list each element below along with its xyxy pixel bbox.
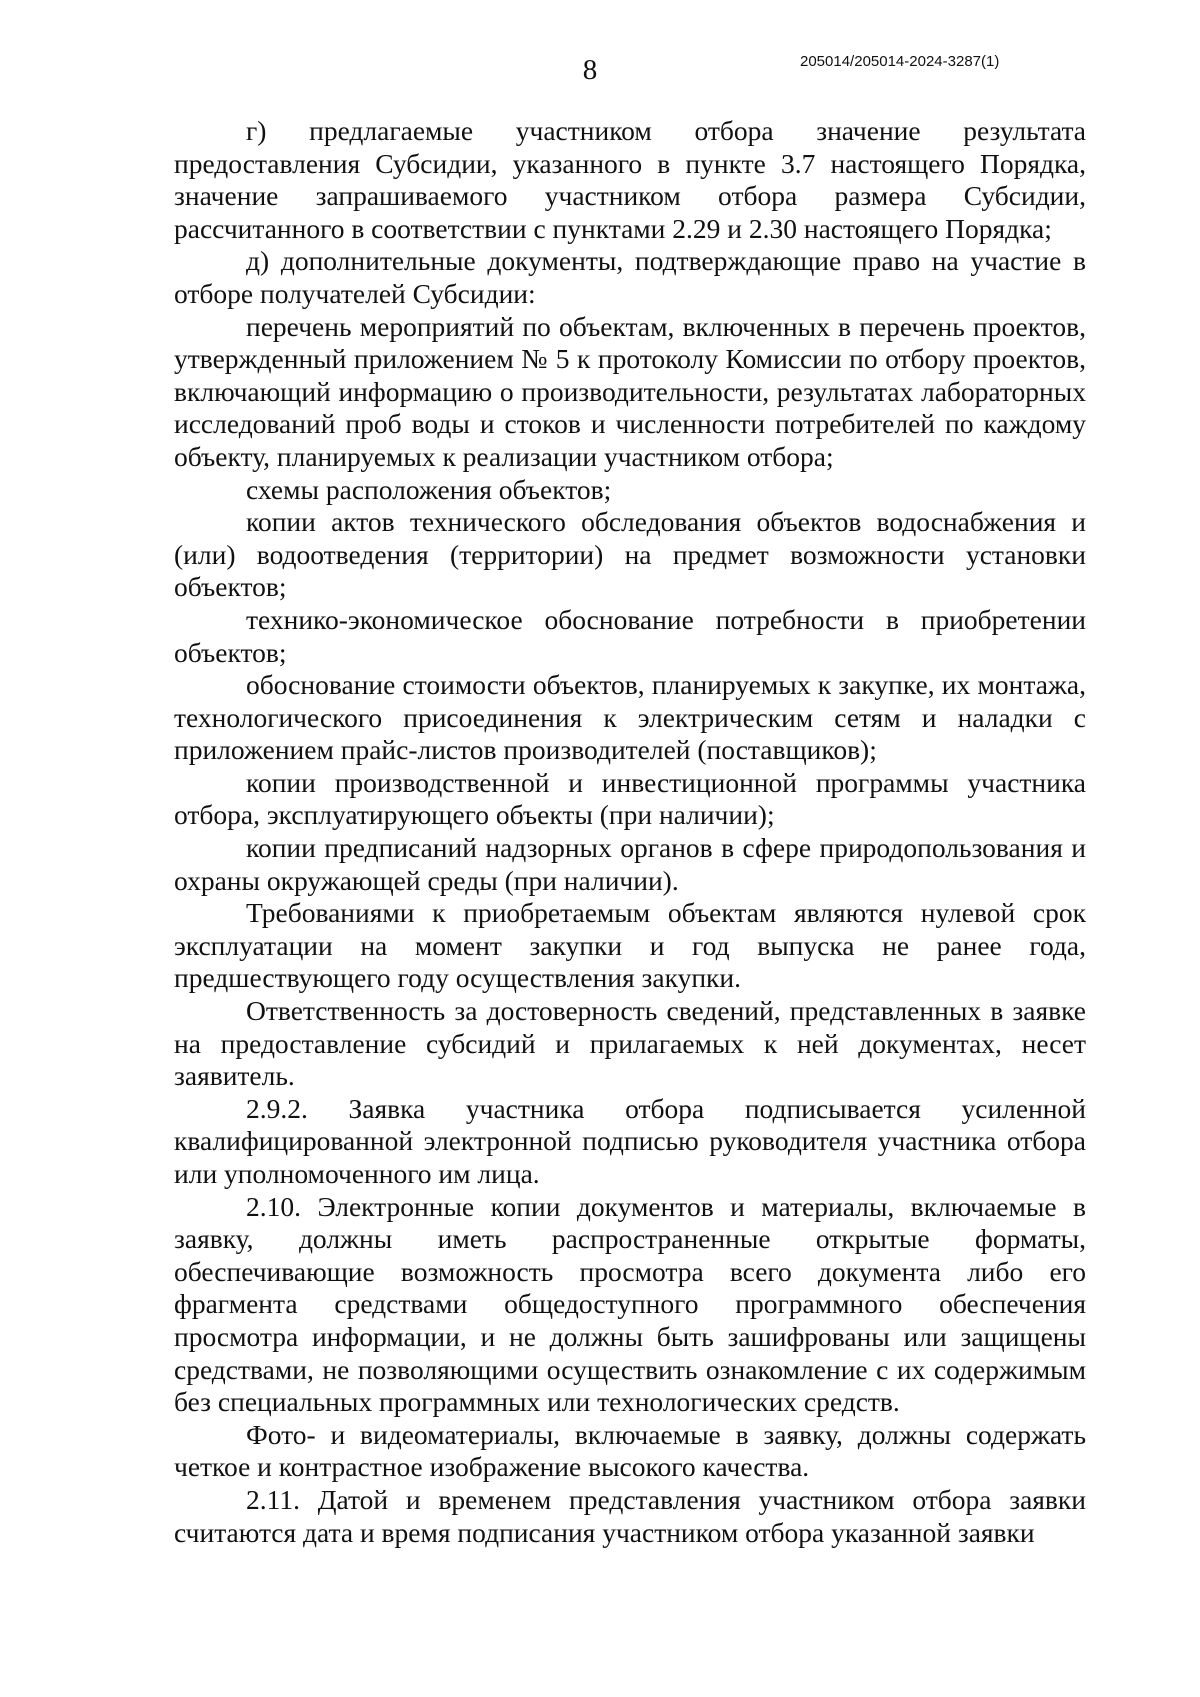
paragraph-2-9-2: 2.9.2. Заявка участника отбора подписывается усиленной квалифицированной электронной подписью руководителя участника отбора или уполномоченного им лица. xyxy=(174,1092,1086,1189)
paragraph-item-d: д) дополнительные документы, подтверждающие право на участие в отборе получателей Субсидии: xyxy=(174,245,1086,309)
paragraph-layout-schemes: схемы расположения объектов; xyxy=(246,473,612,505)
paragraph-photo-video: Фото- и видеоматериалы, включаемые в заявку, должны содержать четкое и контрастное изображение высокого качества. xyxy=(174,1418,1086,1483)
paragraph-measures-list: перечень мероприятий по объектам, включенных в перечень проектов, утвержденный приложением № 5 к протоколу Комиссии по отбору проектов, включающий информацию о производительности, результатах лабораторных исследований проб воды и стоков и численности потребителей по каждому объекту, планируемых к реализации участником отбора; xyxy=(174,310,1086,472)
document-id: 205014/205014-2024-3287(1) xyxy=(800,53,1000,70)
paragraph-responsibility: Ответственность за достоверность сведений, представленных в заявке на предоставление субсидий и прилагаемых к ней документах, несет заявитель. xyxy=(174,995,1086,1092)
page-number: 8 xyxy=(582,54,598,86)
paragraph-object-requirements: Требованиями к приобретаемым объектам являются нулевой срок эксплуатации на момент закупки и год выпуска не ранее года, предшествующего году осуществления закупки. xyxy=(174,897,1086,994)
paragraph-investment-program: копии производственной и инвестиционной программы участника отбора, эксплуатирующего объекты (при наличии); xyxy=(174,766,1086,831)
paragraph-2-11: 2.11. Датой и временем представления участником отбора заявки считаются дата и время подписания участником отбора указанной заявки xyxy=(174,1483,1086,1548)
paragraph-2-10: 2.10. Электронные копии документов и материалы, включаемые в заявку, должны иметь распространенные открытые форматы, обеспечивающие возможность просмотра всего документа либо его фрагмента средствами общедоступного программного обеспечения просмотра информации, и не должны быть зашифрованы или защищены средствами, не позволяющими осуществить ознакомление с их содержимым без специальных программных или технологических средств. xyxy=(174,1190,1086,1418)
paragraph-supervisory-orders: копии предписаний надзорных органов в сфере природопользования и охраны окружающей среды (при наличии). xyxy=(174,832,1086,896)
paragraph-feasibility-study: технико-экономическое обоснование потребности в приобретении объектов; xyxy=(174,603,1086,668)
document-body xyxy=(174,115,1086,1549)
paragraph-item-g: г) предлагаемые участником отбора значение результата предоставления Субсидии, указанного в пункте 3.7 настоящего Порядка, значение запрашиваемого участником отбора размера Субсидии, рассчитанного в соответствии с пунктами 2.29 и 2.30 настоящего Порядка; xyxy=(174,115,1086,244)
paragraph-cost-justification: обоснование стоимости объектов, планируемых к закупке, их монтажа, технологического присоединения к электрическим сетям и наладки с приложением прайс-листов производителей (поставщиков); xyxy=(174,669,1086,766)
paragraph-inspection-acts: копии актов технического обследования объектов водоснабжения и (или) водоотведения (территории) на предмет возможности установки объектов; xyxy=(174,506,1086,603)
